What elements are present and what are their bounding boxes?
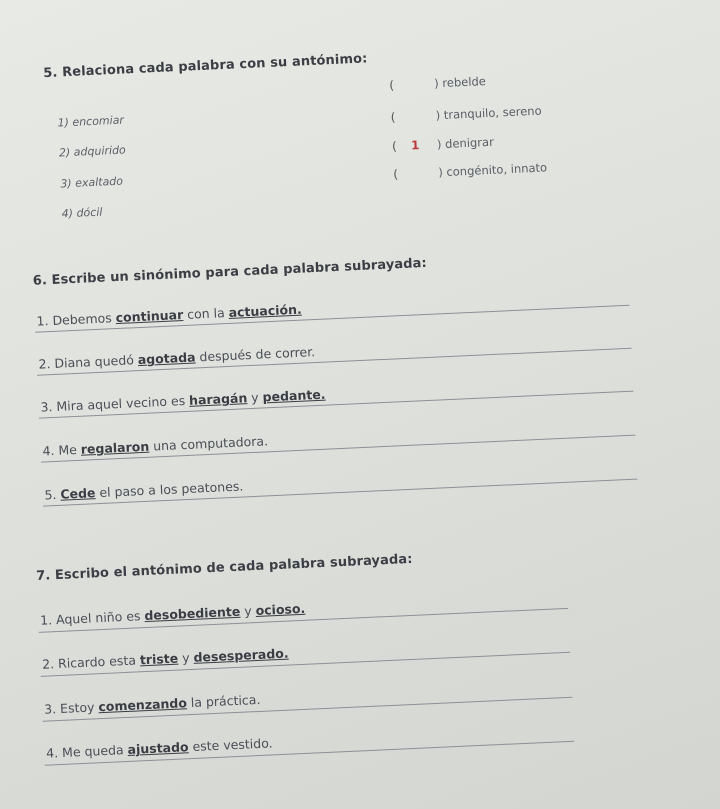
s5-left-item: 4) dócil — [61, 205, 103, 221]
s5-left-item: 1) encomiar — [57, 113, 125, 130]
section-6-title: 6. Escribe un sinónimo para cada palabra subrayada: — [32, 255, 428, 289]
s6-sentence-3: 3. Mira aquel vecino es haragán y pedante. — [40, 386, 326, 415]
s5-open-paren: ( — [391, 139, 398, 154]
s6-sentence-1: 1. Debemos continuar con la actuación. — [36, 301, 302, 329]
s5-open-paren: ( — [388, 78, 395, 93]
s6-sentence-2: 2. Diana quedó agotada después de correr. — [38, 344, 316, 372]
s5-answer-mark: 1 — [410, 138, 420, 153]
s5-right-item: ) tranquilo, sereno — [435, 103, 542, 123]
s7-sentence-2: 2. Ricardo esta triste y desesperado. — [41, 645, 289, 672]
s6-sentence-5: 5. Cede el paso a los peatones. — [44, 478, 244, 503]
s7-sentence-4: 4. Me queda ajustado este vestido. — [45, 735, 273, 761]
s7-sentence-3: 3. Estoy comenzando la práctica. — [43, 691, 261, 717]
s5-left-item: 3) exaltado — [60, 174, 124, 191]
section-5-title: 5. Relaciona cada palabra con su antónimo: — [43, 51, 368, 82]
s5-right-item: ) rebelde — [433, 74, 487, 91]
s5-open-paren: ( — [392, 167, 399, 182]
s5-right-item: ) denigrar — [436, 134, 495, 152]
s7-sentence-1: 1. Aquel niño es desobediente y ocioso. — [39, 600, 306, 628]
s5-open-paren: ( — [390, 110, 396, 125]
s6-sentence-4: 4. Me regalaron una computadora. — [42, 433, 269, 459]
s5-right-item: ) congénito, innato — [437, 160, 548, 180]
s5-left-item: 2) adquirido — [58, 143, 127, 160]
section-7-title: 7. Escribo el antónimo de cada palabra subrayada: — [35, 551, 413, 584]
